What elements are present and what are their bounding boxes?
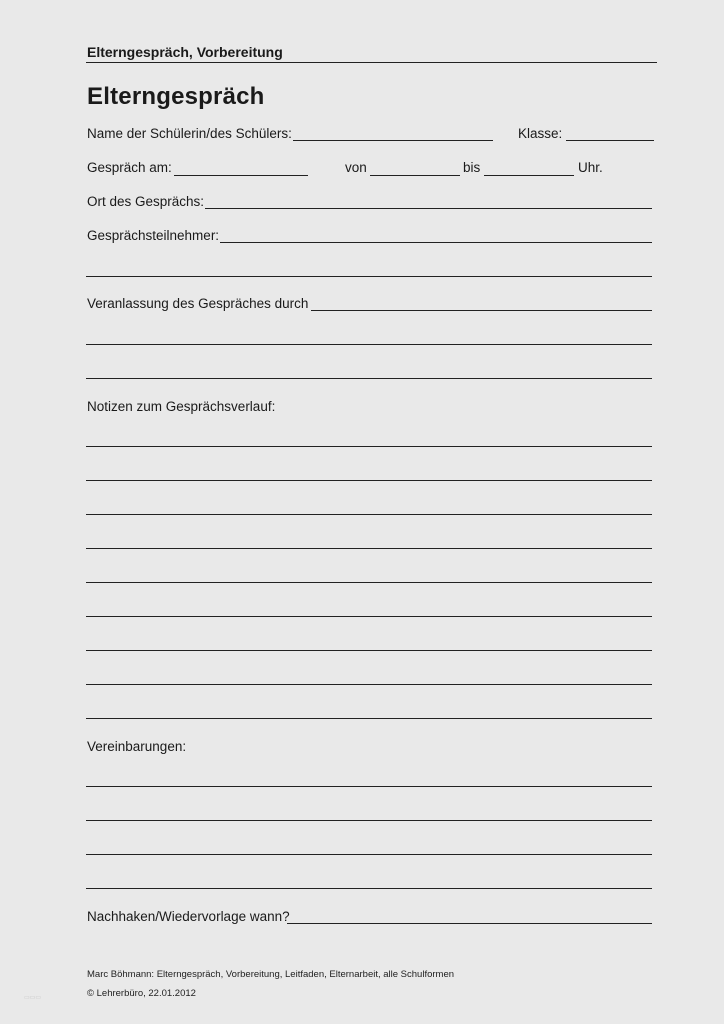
teilnehmer-label: Gesprächsteilnehmer: [87, 228, 220, 243]
notizen-line[interactable] [86, 514, 652, 515]
nachhaken-field[interactable] [287, 923, 652, 924]
notizen-line[interactable] [86, 548, 652, 549]
faint-watermark: ▭▭▭ [24, 995, 42, 1001]
veranlassung-line[interactable] [86, 344, 652, 345]
veranlassung-field[interactable] [311, 310, 652, 311]
ort-field[interactable] [205, 208, 652, 209]
notizen-line[interactable] [86, 446, 652, 447]
von-label: von [345, 160, 367, 175]
vereinbarungen-line[interactable] [86, 786, 652, 787]
running-header: Elterngespräch, Vorbereitung [87, 44, 283, 60]
notizen-line[interactable] [86, 684, 652, 685]
date-field[interactable] [174, 175, 308, 176]
name-field[interactable] [293, 140, 493, 141]
notizen-line[interactable] [86, 480, 652, 481]
header-divider [86, 62, 657, 63]
vereinbarungen-label: Vereinbarungen: [87, 739, 187, 754]
name-label: Name der Schülerin/des Schülers: [87, 126, 292, 141]
teilnehmer-field[interactable] [220, 242, 652, 243]
time-to-field[interactable] [484, 175, 574, 176]
notizen-line[interactable] [86, 582, 652, 583]
footer-copyright: © Lehrerbüro, 22.01.2012 [87, 988, 196, 999]
gespraech-am-label: Gespräch am: [87, 160, 172, 175]
notizen-line[interactable] [86, 650, 652, 651]
vereinbarungen-line[interactable] [86, 854, 652, 855]
time-from-field[interactable] [370, 175, 460, 176]
notizen-line[interactable] [86, 616, 652, 617]
uhr-label: Uhr. [578, 160, 603, 175]
nachhaken-label: Nachhaken/Wiedervorlage wann? [87, 909, 290, 924]
ort-label: Ort des Gesprächs: [87, 194, 205, 209]
klasse-field[interactable] [566, 140, 654, 141]
klasse-label: Klasse: [518, 126, 563, 141]
vereinbarungen-line[interactable] [86, 888, 652, 889]
teilnehmer-line[interactable] [86, 276, 652, 277]
bis-label: bis [463, 160, 481, 175]
notizen-label: Notizen zum Gesprächsverlauf: [87, 399, 276, 414]
veranlassung-line[interactable] [86, 378, 652, 379]
notizen-line[interactable] [86, 718, 652, 719]
page-title: Elterngespräch [87, 83, 265, 110]
veranlassung-label: Veranlassung des Gespräches durch [87, 296, 309, 311]
vereinbarungen-line[interactable] [86, 820, 652, 821]
footer-author: Marc Böhmann: Elterngespräch, Vorbereitung, Leitfaden, Elternarbeit, alle Schulformen [87, 969, 455, 980]
